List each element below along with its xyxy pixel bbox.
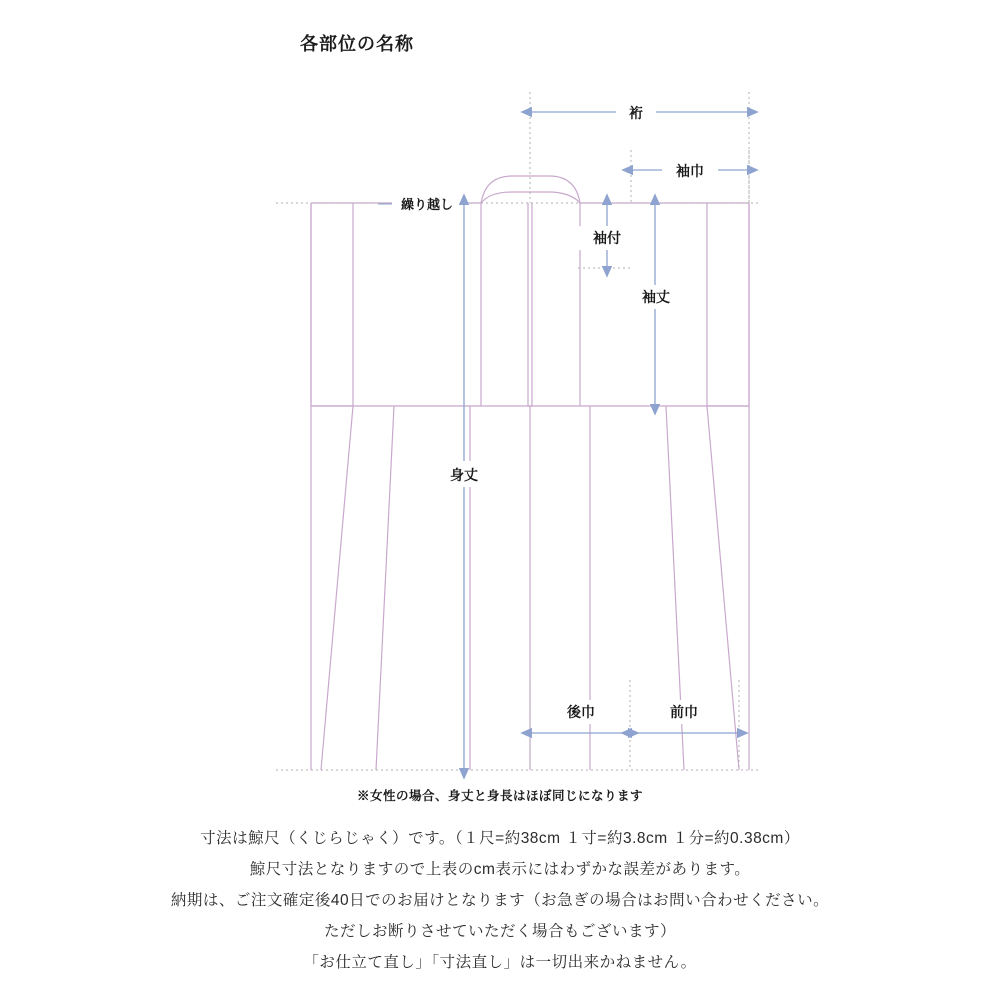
footer-line-5: 「お仕立て直し」「寸法直し」は一切出来かねません。 xyxy=(303,954,697,971)
dimension-label-sodehaba: 袖巾 xyxy=(676,163,704,179)
dimension-label-yuki: 裄 xyxy=(629,105,643,121)
footer-line-3: 納期は、ご注文確定後40日でのお届けとなります（お急ぎの場合はお問い合わせください。 xyxy=(170,892,830,909)
footer-notes xyxy=(0,826,1000,981)
dimension-ushirohaba xyxy=(532,700,628,733)
dimension-yuki xyxy=(532,99,747,125)
dimension-kurikoshi xyxy=(378,193,466,215)
guide-lines xyxy=(276,92,760,770)
dimension-maehaba xyxy=(632,700,737,733)
dimension-label-sodetake: 袖丈 xyxy=(642,289,670,305)
footer-line-2: 鯨尺寸法となりますので上表のcm表示にはわずかな誤差があります。 xyxy=(249,861,751,878)
page-title: 各部位の名称 xyxy=(300,34,414,54)
dimension-label-ushirohaba: 後巾 xyxy=(567,704,595,720)
dimension-label-maehaba: 前巾 xyxy=(670,704,698,720)
footer-line-4: ただしお断りさせていただく場合もございます） xyxy=(323,923,676,940)
dimension-label-mitake: 身丈 xyxy=(450,467,478,483)
dimension-label-sodetsuke: 袖付 xyxy=(593,230,621,246)
dimension-label-kurikoshi: 繰り越し xyxy=(400,197,454,212)
dimension-sodehaba xyxy=(633,157,747,183)
diagram-note: ※女性の場合、身丈と身長はほぼ同じになります xyxy=(356,789,643,803)
dimension-sodetsuke xyxy=(578,205,636,266)
dimension-mitake xyxy=(436,205,494,768)
footer-line-1: 寸法は鯨尺（くじらじゃく）です。（１尺=約38cm １寸=約3.8cm １分=約0.38cm） xyxy=(200,830,800,847)
